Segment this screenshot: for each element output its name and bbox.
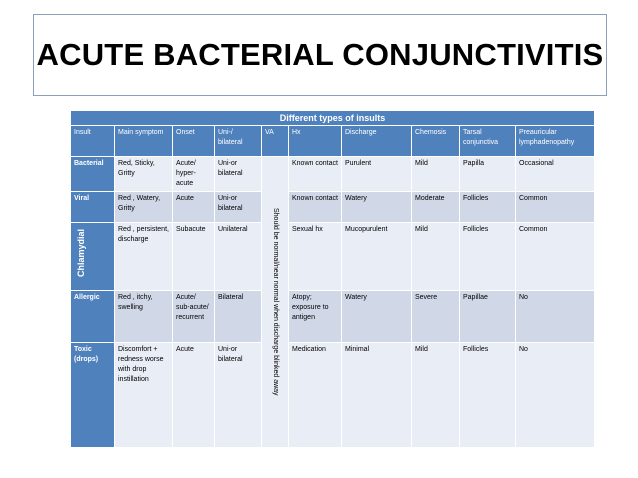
cell-hx: Sexual hx <box>289 223 342 291</box>
cell-onset: Acute <box>173 343 215 448</box>
title-box <box>33 14 607 96</box>
cell-discharge: Mucopurulent <box>342 223 412 291</box>
page-title: ACUTE BACTERIAL CONJUNCTIVITIS <box>36 37 604 72</box>
cell-hx: Atopy; exposure to antigen <box>289 291 342 343</box>
cell-laterality: Unilateral <box>215 223 262 291</box>
onset-sub: sub-acute/ recurrent <box>176 304 209 321</box>
cell-tarsal: Follicles <box>460 223 516 291</box>
cell-chemosis: Mild <box>412 157 460 192</box>
cell-symptom: Red , persistent, discharge <box>115 223 173 291</box>
col-main-symptom: Main symptom <box>115 126 173 157</box>
col-onset: Onset <box>173 126 215 157</box>
cell-hx: Known contact <box>289 157 342 192</box>
table-row <box>71 343 595 448</box>
row-insult-viral: Viral <box>71 192 115 223</box>
col-discharge: Discharge <box>342 126 412 157</box>
cell-onset: Acute <box>173 192 215 223</box>
cell-hx: Medication <box>289 343 342 448</box>
row-insult-bacterial: Bacterial <box>71 157 115 192</box>
cell-symptom: Discomfort + redness worse with drop instillation <box>115 343 173 448</box>
col-laterality: Uni-/ bilateral <box>215 126 262 157</box>
cell-preauricular: No <box>516 291 595 343</box>
col-preauricular: Preauricular lymphadenopathy <box>516 126 595 157</box>
col-insult: Insult <box>71 126 115 157</box>
chlamydial-label: Chlamydial <box>76 229 86 278</box>
cell-discharge: Purulent <box>342 157 412 192</box>
cell-tarsal: Papillae <box>460 291 516 343</box>
col-tarsal: Tarsal conjunctiva <box>460 126 516 157</box>
cell-chemosis: Mild <box>412 223 460 291</box>
table-row <box>71 192 595 223</box>
table-row <box>71 157 595 192</box>
group-header-row <box>71 111 595 126</box>
row-insult-chlamydial <box>71 223 115 291</box>
cell-chemosis: Moderate <box>412 192 460 223</box>
col-va: VA <box>262 126 289 157</box>
cell-discharge: Minimal <box>342 343 412 448</box>
col-hx: Hx <box>289 126 342 157</box>
column-header-row <box>71 126 595 157</box>
cell-discharge: Watery <box>342 291 412 343</box>
cell-discharge: Watery <box>342 192 412 223</box>
table-row <box>71 223 595 291</box>
table-row <box>71 291 595 343</box>
col-chemosis: Chemosis <box>412 126 460 157</box>
group-header: Different types of insults <box>71 111 595 126</box>
row-insult-toxic: Toxic (drops) <box>71 343 115 448</box>
cell-laterality: Uni-or bilateral <box>215 157 262 192</box>
cell-onset <box>173 291 215 343</box>
row-insult-allergic: Allergic <box>71 291 115 343</box>
cell-preauricular: Occasional <box>516 157 595 192</box>
cell-tarsal: Papilla <box>460 157 516 192</box>
insults-table <box>70 110 595 448</box>
cell-laterality: Uni-or bilateral <box>215 343 262 448</box>
cell-laterality: Bilateral <box>215 291 262 343</box>
va-note: Should be normal/near normal when discharge blinked away <box>272 208 279 396</box>
cell-symptom: Red , itchy, swelling <box>115 291 173 343</box>
cell-symptom: Red, Sticky, Gritty <box>115 157 173 192</box>
va-note-cell <box>262 157 289 448</box>
cell-preauricular: No <box>516 343 595 448</box>
cell-onset: Subacute <box>173 223 215 291</box>
cell-symptom: Red , Watery, Gritty <box>115 192 173 223</box>
cell-preauricular: Common <box>516 192 595 223</box>
cell-tarsal: Follicles <box>460 192 516 223</box>
cell-hx: Known contact <box>289 192 342 223</box>
cell-preauricular: Common <box>516 223 595 291</box>
cell-tarsal: Follicles <box>460 343 516 448</box>
cell-chemosis: Mild <box>412 343 460 448</box>
cell-onset: Acute/ hyper-acute <box>173 157 215 192</box>
cell-laterality: Uni-or bilateral <box>215 192 262 223</box>
cell-chemosis: Severe <box>412 291 460 343</box>
onset-main: Acute/ <box>176 294 196 301</box>
